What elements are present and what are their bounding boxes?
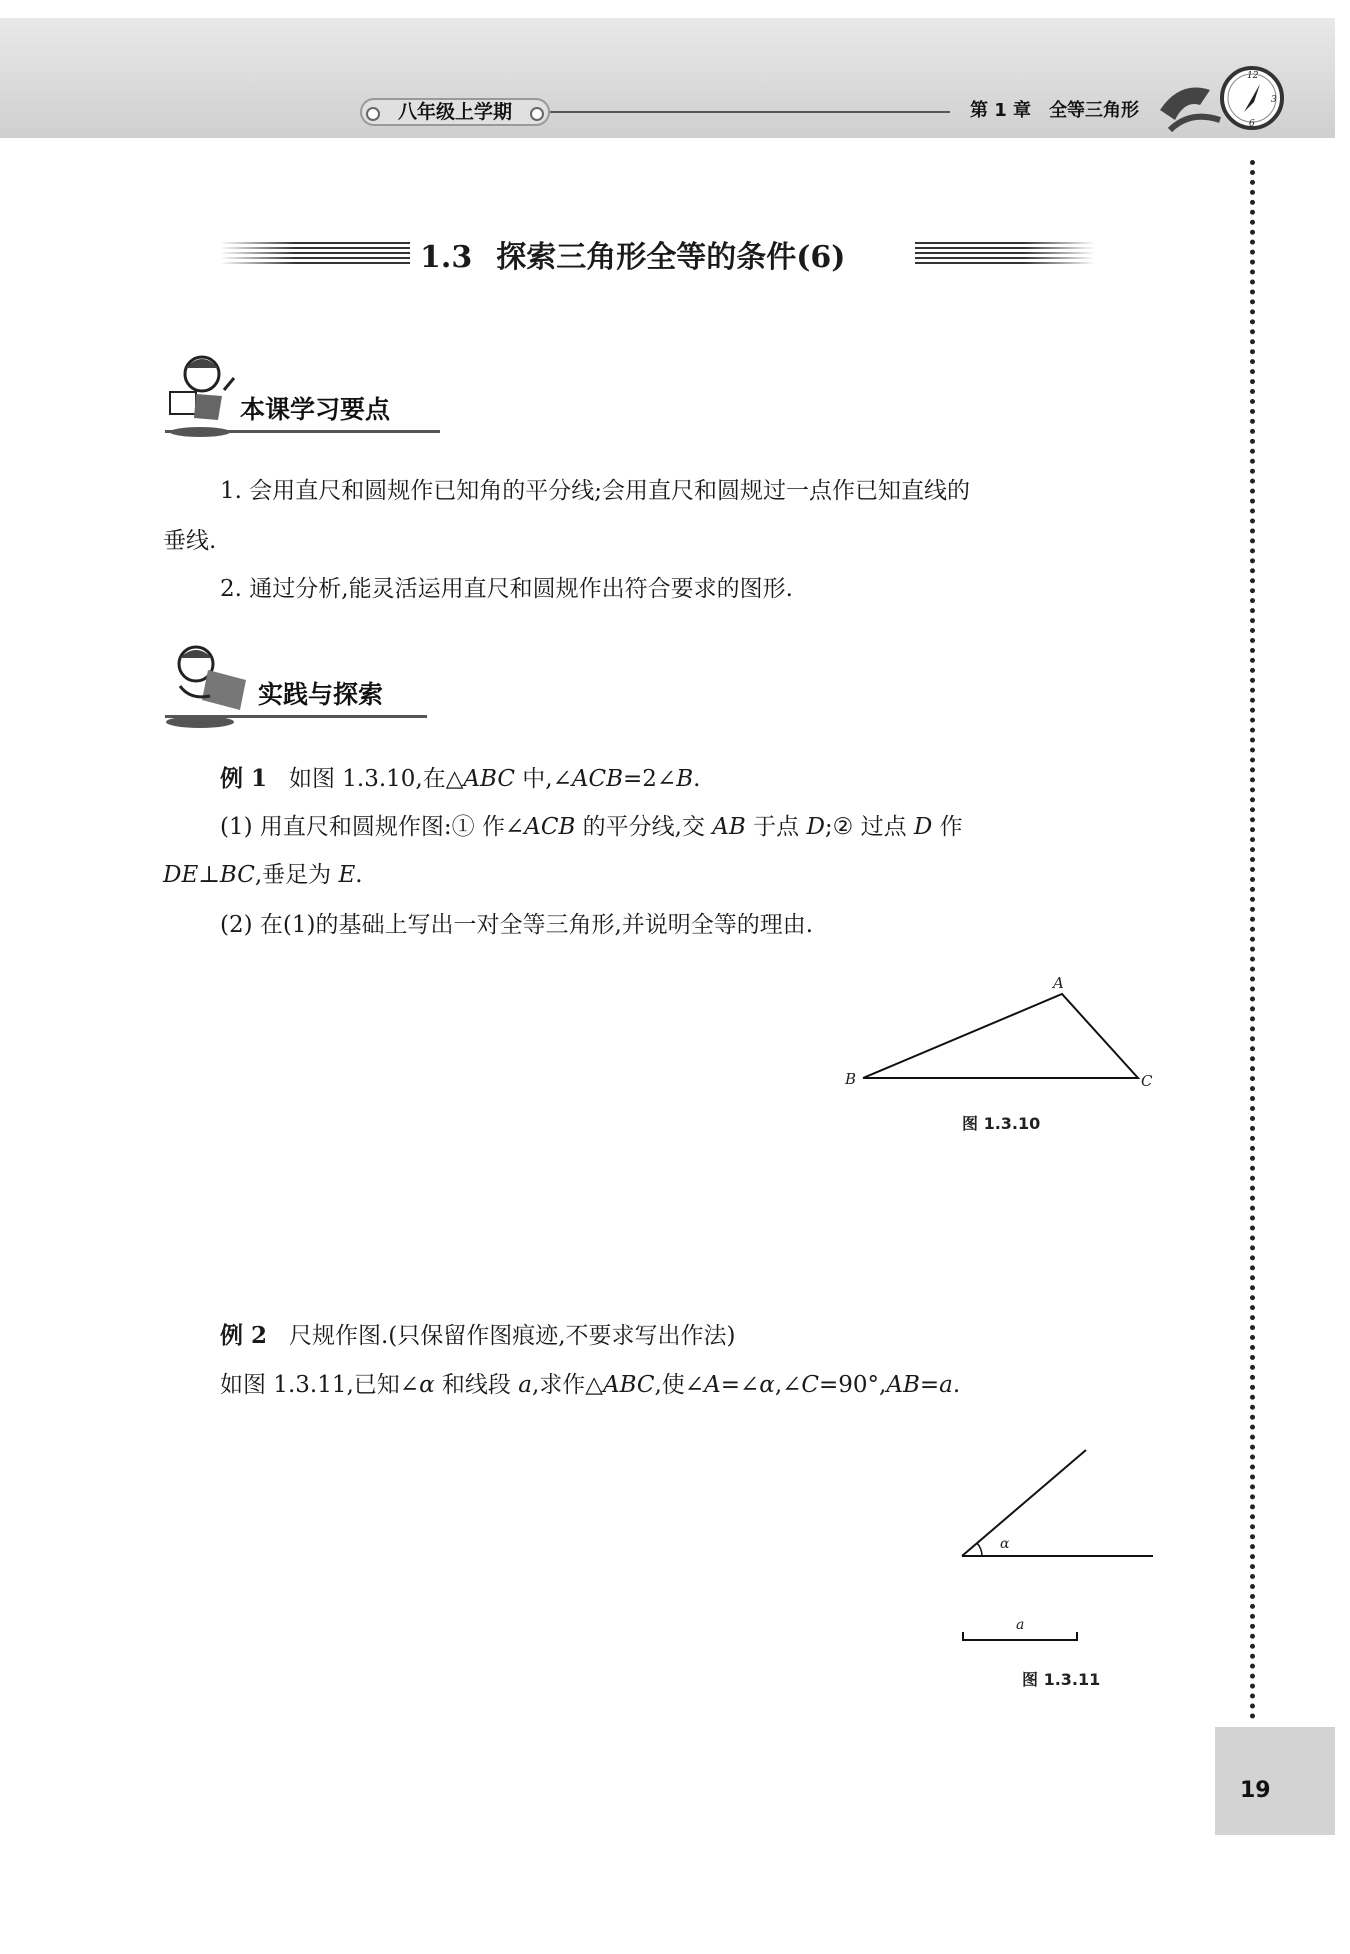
grade-badge: 八年级上学期 (360, 98, 550, 126)
figure-1-3-11 (950, 1440, 1170, 1670)
ex2-text: . (952, 1372, 961, 1398)
q1-var: D (913, 814, 933, 840)
figure-1-3-10-caption: 图 1.3.10 (962, 1114, 1041, 1133)
segment-label-a: a (1016, 1617, 1025, 1633)
svg-text:3: 3 (1271, 95, 1277, 105)
example1-stem-text: 中,∠ (514, 766, 572, 792)
figure-1-3-10-triangle (835, 970, 1165, 1100)
example1-question1 (220, 808, 963, 846)
compass-runner-icon (1150, 50, 1290, 150)
q1-text: . (355, 862, 363, 888)
ex2-var: C (801, 1372, 820, 1398)
section-number: 1.3 (420, 240, 473, 275)
triangle-abc (863, 994, 1138, 1078)
margin-dotted-line (1250, 160, 1255, 1720)
page-number-box (1215, 1727, 1335, 1835)
ex2-var: A (704, 1372, 721, 1398)
chapter-title: 全等三角形 (1049, 100, 1140, 121)
chapter-number: 第 1 章 (970, 100, 1032, 121)
example1-stem-text: =2∠ (623, 766, 677, 792)
ex2-var: a (939, 1372, 953, 1398)
example1-stem-text: . (693, 766, 701, 792)
q1-var: BC (219, 862, 255, 888)
example2-label: 例 2 (220, 1322, 268, 1349)
q1-var: D (806, 814, 825, 840)
student-reading-icon (160, 350, 240, 440)
section-title-text: 探索三角形全等的条件(6) (496, 240, 846, 275)
q1-text: ;② 过点 (824, 814, 914, 840)
key-point-1: 1. 会用直尺和圆规作已知角的平分线;会用直尺和圆规过一点作已知直线的 (220, 478, 971, 504)
q1-text: ⊥ (198, 862, 220, 888)
ex2-text: ,使∠ (654, 1372, 705, 1398)
ex2-var: a (518, 1372, 532, 1398)
svg-text:12: 12 (1247, 71, 1259, 81)
q1-text: 作 (932, 814, 963, 840)
ex2-var: ABC (602, 1372, 655, 1398)
key-points-heading: 本课学习要点 (240, 395, 391, 424)
q1-text: ,垂足为 (254, 862, 339, 888)
example2-stem (220, 1317, 736, 1355)
example1-stem (220, 760, 700, 798)
example1-question2: (2) 在(1)的基础上写出一对全等三角形,并说明全等的理由. (220, 912, 814, 938)
example1-stem-var: B (676, 766, 694, 792)
example1-stem-text: 如图 1.3.10,在△ (288, 766, 464, 792)
ex2-var: AB (886, 1372, 920, 1398)
key-points-underline (165, 430, 440, 433)
practice-heading: 实践与探索 (258, 680, 384, 709)
angle-arc (977, 1543, 982, 1556)
q1-text: (1) 用直尺和圆规作图:① 作∠ (220, 814, 525, 840)
ex2-text: ,求作△ (531, 1372, 603, 1398)
ex2-text: =90°, (819, 1372, 887, 1398)
ex2-text: = (919, 1372, 940, 1398)
section-title (420, 232, 845, 276)
example1-stem-var: ABC (463, 766, 515, 792)
example2-stem-text: 尺规作图.(只保留作图痕迹,不要求写出作法) (288, 1323, 736, 1349)
key-point-2: 2. 通过分析,能灵活运用直尺和圆规作出符合要求的图形. (220, 576, 793, 602)
q1-var: E (338, 862, 356, 888)
ex2-var: α (759, 1372, 775, 1398)
q1-text: 于点 (745, 814, 807, 840)
vertex-label-a: A (1053, 974, 1064, 992)
ex2-text: 和线段 (434, 1372, 519, 1398)
practice-underline (165, 715, 427, 718)
vertex-label-c: C (1141, 1072, 1153, 1090)
q1-text: 的平分线,交 (575, 814, 713, 840)
svg-text:6: 6 (1249, 119, 1255, 129)
q1-var: DE (163, 862, 199, 888)
ex2-text: 如图 1.3.11,已知∠ (220, 1372, 420, 1398)
title-stripes-left (220, 242, 410, 264)
q1-var: ACB (524, 814, 576, 840)
ex2-var: α (419, 1372, 435, 1398)
example1-question1-cont (163, 856, 363, 894)
example2-line2 (220, 1366, 960, 1404)
figure-1-3-11-caption: 图 1.3.11 (1022, 1670, 1101, 1689)
example1-stem-var: ACB (571, 766, 623, 792)
title-stripes-right (915, 242, 1095, 264)
q1-var: AB (712, 814, 746, 840)
chapter-label (970, 96, 1157, 122)
vertex-label-b: B (845, 1070, 857, 1088)
page-number: 19 (1240, 1778, 1271, 1803)
angle-ray-slanted (962, 1450, 1086, 1556)
angle-label-alpha: α (1000, 1536, 1010, 1552)
header-rule (550, 111, 950, 113)
ex2-text: ,∠ (774, 1372, 802, 1398)
key-point-1-cont: 垂线. (163, 528, 217, 554)
example1-label: 例 1 (220, 765, 268, 792)
ex2-text: =∠ (720, 1372, 760, 1398)
